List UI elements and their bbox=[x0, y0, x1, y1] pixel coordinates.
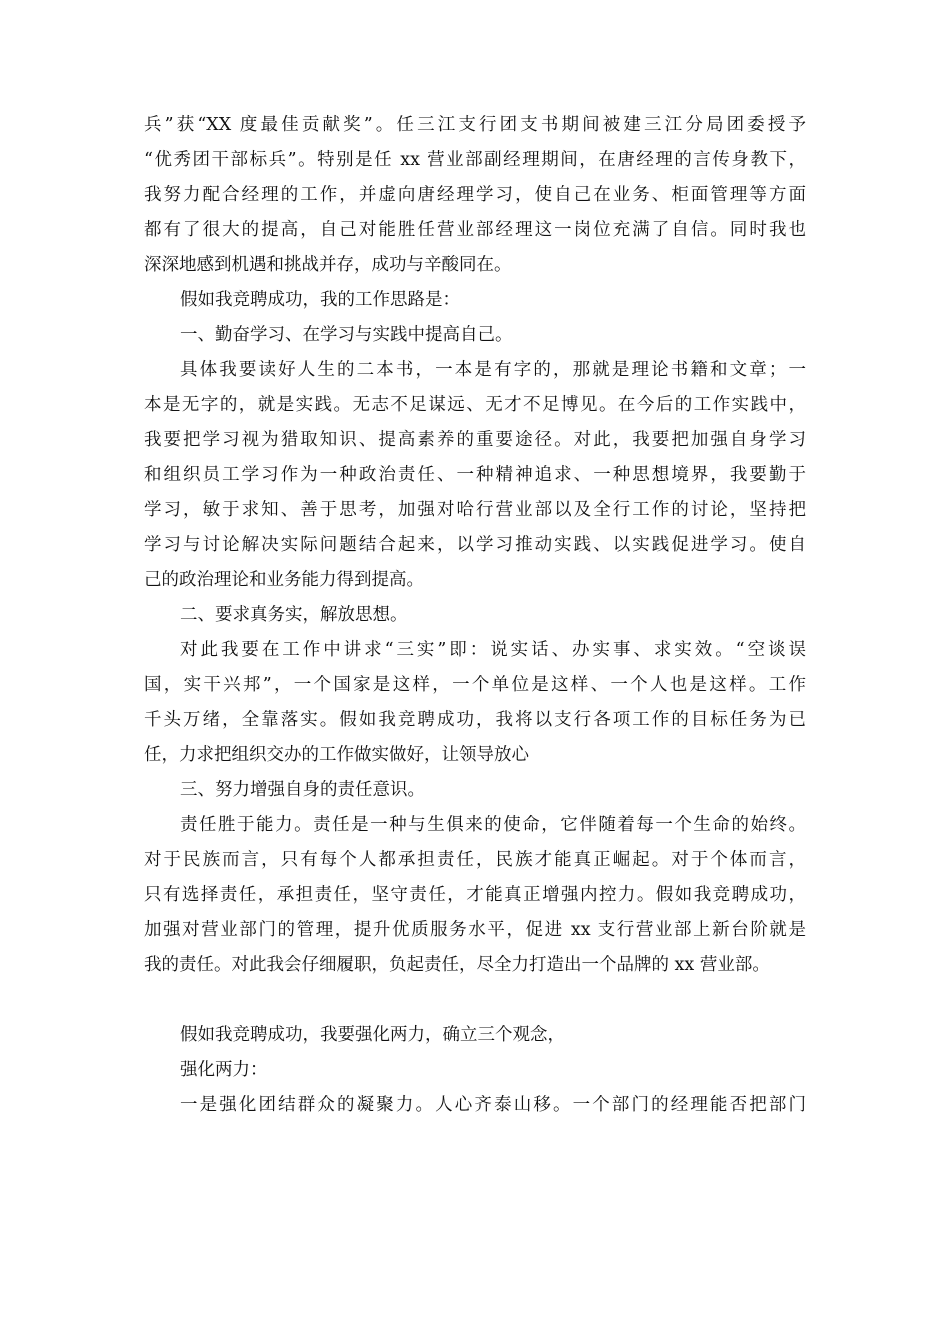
text-line: 学习与讨论解决实际问题结合起来，以学习推动实践、以实践促进学习。使自 bbox=[144, 535, 806, 555]
text-line: 假如我竞聘成功，我的工作思路是： bbox=[180, 290, 460, 310]
text-line: 对此我要在工作中讲求“三实”即：说实话、办实事、求实效。“空谈误 bbox=[180, 640, 806, 660]
text-line: 我的责任。对此我会仔细履职，负起责任，尽全力打造出一个品牌的 xx 营业部。 bbox=[144, 955, 770, 975]
text-line: 学习，敏于求知、善于思考，加强对哈行营业部以及全行工作的讨论，坚持把 bbox=[144, 500, 806, 520]
section-heading: 三、努力增强自身的责任意识。 bbox=[180, 780, 425, 800]
text-line: 对于民族而言，只有每个人都承担责任，民族才能真正崛起。对于个体而言， bbox=[144, 850, 806, 870]
text-line: 本是无字的，就是实践。无志不足谋远、无才不足博见。在今后的工作实践中， bbox=[144, 395, 806, 415]
text-line: 任，力求把组织交办的工作做实做好，让领导放心 bbox=[144, 745, 529, 765]
section-heading: 二、要求真务实，解放思想。 bbox=[180, 605, 408, 625]
text-line: 深深地感到机遇和挑战并存，成功与辛酸同在。 bbox=[144, 255, 512, 275]
text-line: 我要把学习视为猎取知识、提高素养的重要途径。对此，我要把加强自身学习 bbox=[144, 430, 806, 450]
text-line: 和组织员工学习作为一种政治责任、一种精神追求、一种思想境界，我要勤于 bbox=[144, 465, 806, 485]
text-line: 具体我要读好人生的二本书，一本是有字的，那就是理论书籍和文章；一 bbox=[180, 360, 806, 380]
section-heading: 一、勤奋学习、在学习与实践中提高自己。 bbox=[180, 325, 513, 345]
text-line: 国，实干兴邦”，一个国家是这样，一个单位是这样、一个人也是这样。工作 bbox=[144, 675, 806, 695]
text-line: 兵”获“XX 度最佳贡献奖”。任三江支行团支书期间被建三江分局团委授予 bbox=[144, 115, 806, 135]
text-line: 一是强化团结群众的凝聚力。人心齐泰山移。一个部门的经理能否把部门 bbox=[180, 1095, 806, 1115]
text-line: 我努力配合经理的工作，并虚向唐经理学习，使自己在业务、柜面管理等方面 bbox=[144, 185, 806, 205]
text-line: 责任胜于能力。责任是一种与生俱来的使命，它伴随着每一个生命的始终。 bbox=[180, 815, 806, 835]
text-line: “优秀团干部标兵”。特别是任 xx 营业部副经理期间，在唐经理的言传身教下， bbox=[144, 150, 806, 170]
text-line: 假如我竞聘成功，我要强化两力，确立三个观念， bbox=[180, 1025, 565, 1045]
text-line: 加强对营业部门的管理，提升优质服务水平，促进 xx 支行营业部上新台阶就是 bbox=[144, 920, 806, 940]
text-line: 千头万绪，全靠落实。假如我竞聘成功，我将以支行各项工作的目标任务为已 bbox=[144, 710, 806, 730]
text-line: 只有选择责任，承担责任，坚守责任，才能真正增强内控力。假如我竞聘成功， bbox=[144, 885, 806, 905]
text-line: 强化两力： bbox=[180, 1060, 268, 1080]
text-line: 己的政治理论和业务能力得到提高。 bbox=[144, 570, 424, 590]
text-line: 都有了很大的提高，自己对能胜任营业部经理这一岗位充满了自信。同时我也 bbox=[144, 220, 806, 240]
